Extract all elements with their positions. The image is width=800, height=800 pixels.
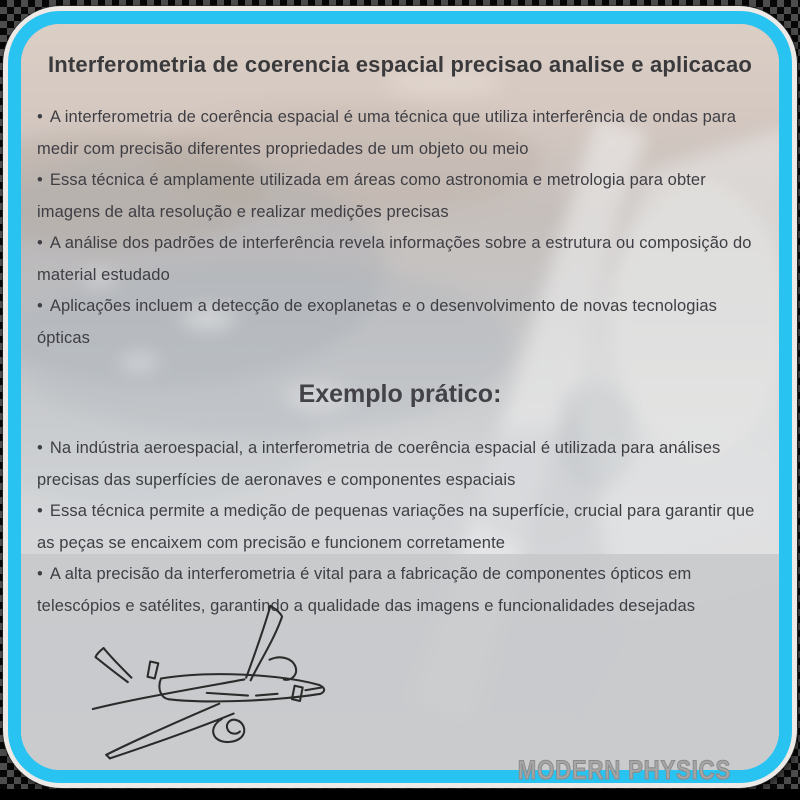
- example-bullet-list: [37, 433, 763, 622]
- bullet-dot: •: [37, 171, 43, 189]
- bullet-item: [37, 433, 763, 496]
- bullet-dot: •: [37, 297, 43, 315]
- bullet-text: Aplicações incluem a detecção de exoplanetas e o desenvolvimento de novas tecnologias ópticas: [37, 297, 717, 347]
- bullet-item: [37, 228, 763, 291]
- canvas-bottom-black-strip: [0, 789, 800, 800]
- bullet-text: Essa técnica permite a medição de pequenas variações na superfície, crucial para garantir que as peças se encaixem com precisão e funcionem corretamente: [37, 502, 755, 552]
- bullet-text: A interferometria de coerência espacial é uma técnica que utiliza interferência de ondas para medir com precisão diferentes propriedades de um objeto ou meio: [37, 108, 737, 158]
- bullet-text: A análise dos padrões de interferência revela informações sobre a estrutura ou composição do material estudado: [37, 234, 752, 284]
- bullet-dot: •: [37, 565, 43, 583]
- bullet-item: [37, 291, 763, 354]
- flashcard: [3, 6, 797, 788]
- bullet-dot: •: [37, 108, 43, 126]
- bullet-item: [37, 165, 763, 228]
- bullet-dot: •: [37, 502, 43, 520]
- bullet-text: A alta precisão da interferometria é vital para a fabricação de componentes ópticos em telescópios e satélites, garantindo a qualidade das imagens e funcionalidades desejadas: [37, 565, 696, 615]
- bullet-text: Na indústria aeroespacial, a interferometria de coerência espacial é utilizada para análises precisas das superfícies de aeronaves e componentes espaciais: [37, 439, 721, 489]
- example-section-heading: Exemplo prático:: [298, 380, 502, 408]
- airplane-sketch-icon: [65, 596, 361, 783]
- modern-physics-watermark: MODERN PHYSICS: [517, 755, 731, 785]
- bullet-dot: •: [37, 439, 43, 457]
- cyan-border-frame: [8, 11, 792, 783]
- intro-bullet-list: [37, 102, 763, 354]
- bullet-item: [37, 102, 763, 165]
- bullet-dot: •: [37, 234, 43, 252]
- card-content: [21, 24, 779, 770]
- bullet-item: [37, 496, 763, 559]
- page-title: Interferometria de coerencia espacial precisao analise e aplicacao: [47, 52, 753, 77]
- bullet-text: Essa técnica é amplamente utilizada em áreas como astronomia e metrologia para obter imagens de alta resolução e realizar medições precisas: [37, 171, 706, 221]
